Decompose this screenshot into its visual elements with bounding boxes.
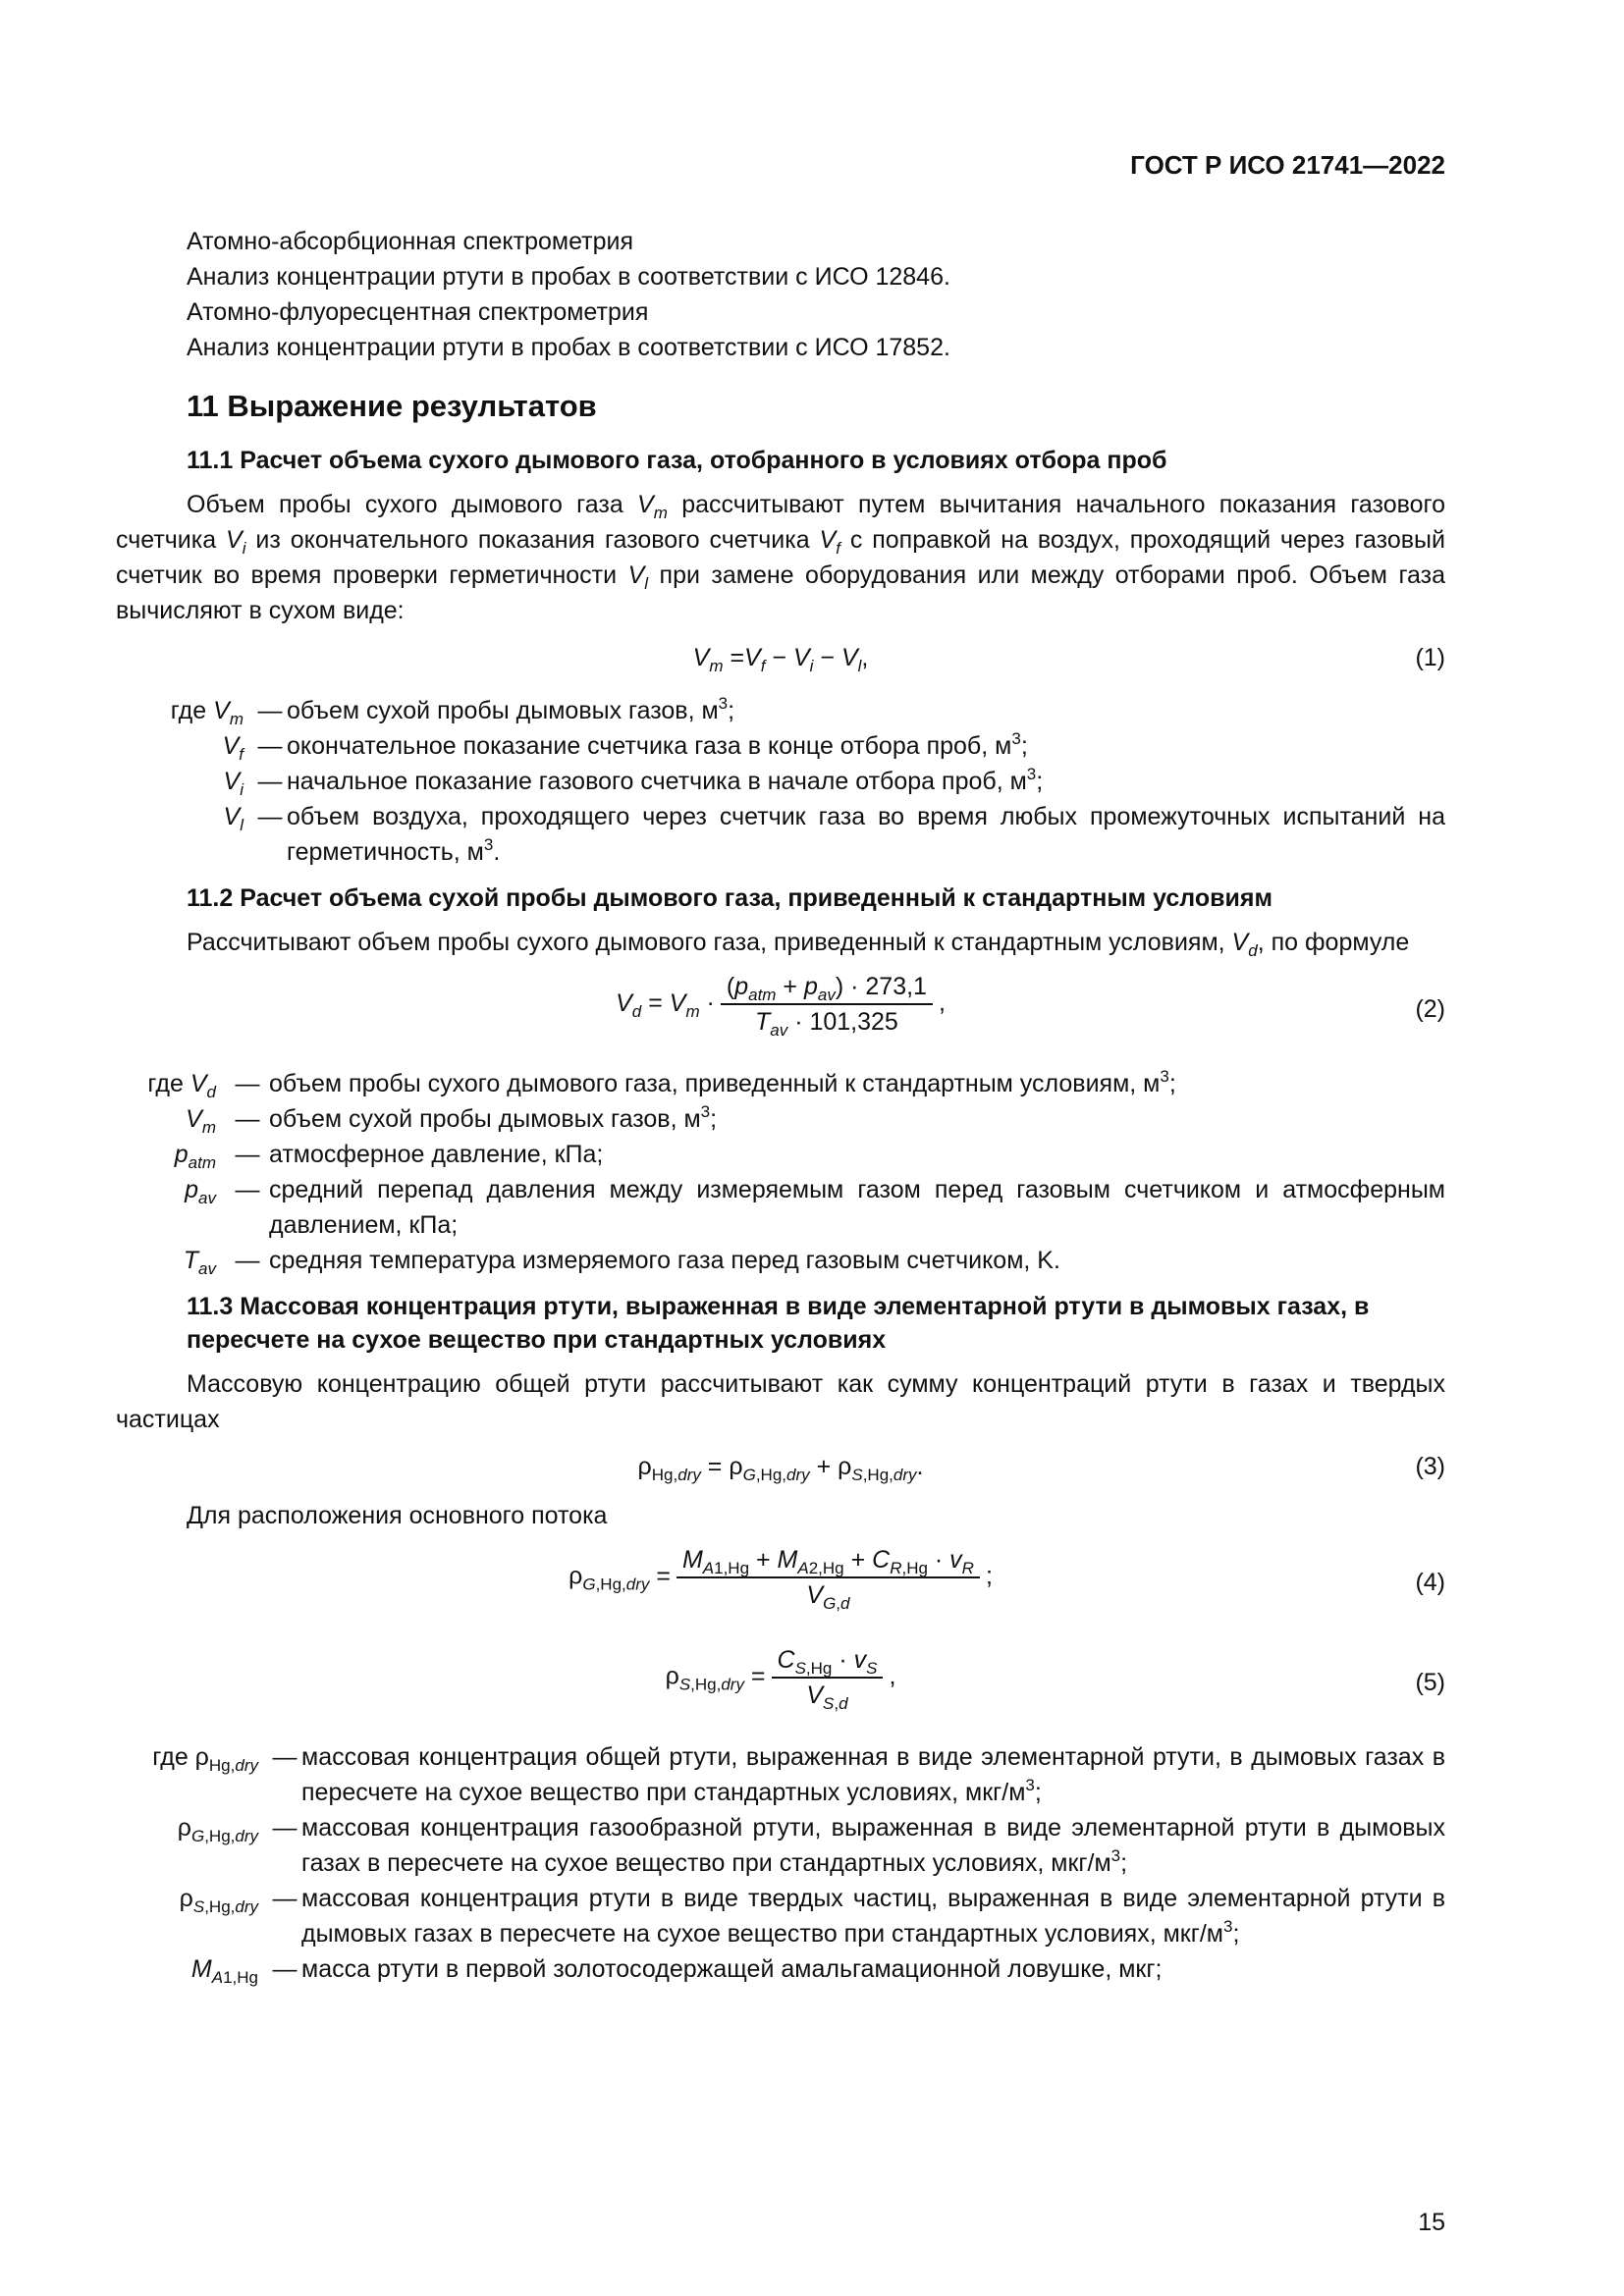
definitions-11-3 (116, 1739, 1445, 1987)
document-id-header: ГОСТ Р ИСО 21741—2022 (1130, 150, 1445, 180)
definition-text: объем пробы сухого дымового газа, приведенный к стандартным условиям, $м^3$; (269, 1067, 1176, 1097)
definitions-11-2 (116, 1066, 1445, 1278)
definition-text: масса ртути в первой золотосодержащей амальгамационной ловушке, мкг; (301, 1955, 1163, 1983)
formula-3-expression: $\rho_{Hg,dry} = \rho_{G,Hg,dry} + \rho_{S,Hg,dry}$. (637, 1453, 924, 1484)
definition-text: массовая концентрация газообразной ртути, выраженная в виде элементарной ртути в дымовых газах в пересчете на сухое вещество при стандартных условиях, мкг/$м^3$; (301, 1814, 1445, 1877)
definition-text: массовая концентрация общей ртути, выраженная в виде элементарной ртути, в дымовых газах в пересчете на сухое вещество при стандартных условиях, мкг/$м^3$; (301, 1743, 1445, 1806)
formula-4 (116, 1535, 1445, 1633)
intro-line-2: Анализ концентрации ртути в пробах в соответствии с ИСО 12846. (187, 263, 950, 291)
definition-term: $V_f$ (222, 732, 244, 764)
equation-number-5: (5) (1415, 1669, 1445, 1696)
definition-term: $V_i$ (223, 768, 244, 799)
definition-text: средний перепад давления между измеряемым газом перед газовым счетчиком и атмосферным давлением, кПа; (269, 1176, 1445, 1239)
definition-text: объем сухой пробы дымовых газов, $м^3$; (269, 1102, 718, 1133)
definition-text: массовая концентрация ртути в виде твердых частиц, выраженная в виде элементарной ртути в дымовых газах в пересчете на сухое вещество при стандартных условиях, мкг/$м^3$; (301, 1885, 1445, 1948)
definition-term: $\rho_{S,Hg,dry}$ (179, 1885, 258, 1916)
formula-5-expression: $\rho_{S,Hg,dry}$ = $\frac{C_{S,Hg} \cdot v_S}{V_{S,d}}$ , (665, 1646, 896, 1713)
definition-row: где $\rho_{Hg,dry}$ — массовая концентрация общей ртути, выраженная в виде элементарной ртути, в дымовых газах в пересчете на сухое вещество при стандартных условиях, мкг/$м^3$; (116, 1739, 1445, 1810)
definition-term: $p_{av}$ (185, 1176, 216, 1207)
intro-line-3: Атомно-флуоресцентная спектрометрия (187, 298, 649, 326)
equation-number-3: (3) (1415, 1453, 1445, 1480)
definition-term: $M_{A1,Hg}$ (190, 1955, 258, 1987)
formula-1-expression: $V_m =V_f - V_i - V_l$, (692, 644, 869, 675)
definition-row: $\rho_{S,Hg,dry}$ — массовая концентрация ртути в виде твердых частиц, выраженная в виде элементарной ртути в дымовых газах в пересчете на сухое вещество при стандартных условиях, мкг/$м^3$; (116, 1881, 1445, 1951)
definition-term: $p_{atm}$ (174, 1141, 216, 1172)
definition-term: где $V_m$ (170, 697, 244, 728)
section-title: 11 Выражение результатов (187, 389, 597, 423)
definition-term: где $V_d$ (147, 1070, 216, 1101)
definitions-11-1 (116, 693, 1445, 870)
definition-row: где $V_m$ — объем сухой пробы дымовых газов, $м^3$; (116, 693, 1445, 728)
main-flow-line: Для расположения основного потока (187, 1502, 608, 1529)
definition-text: объем сухой пробы дымовых газов, $м^3$; (287, 694, 735, 724)
definition-text: атмосферное давление, кПа; (269, 1141, 604, 1168)
formula-1 (116, 630, 1445, 687)
subsection-11-3-paragraph: Массовую концентрацию общей ртути рассчитывают как сумму концентраций ртути в газах и твердых частицах (116, 1370, 1445, 1433)
definition-term: $T_{av}$ (183, 1247, 216, 1278)
definition-row: $V_i$ — начальное показание газового счетчика в начале отбора проб, $м^3$; (116, 764, 1445, 799)
subsection-11-3-title: 11.3 Массовая концентрация ртути, выраженная в виде элементарной ртути в дымовых газах, в пересчете на сухое вещество при стандартных условиях (187, 1293, 1370, 1354)
definition-term: $V_l$ (223, 803, 244, 834)
subsection-11-1-paragraph: Объем пробы сухого дымового газа $V_m$ рассчитывают путем вычитания начального показания газового счетчика $V_i$ из окончательного показания газового счетчика $V_f$ с поправкой на воздух, проходящий через газовый счетчик во время проверки герметичности $V_l$ при замене оборудования или между отборами проб. Объем газа вычисляют в сухом виде: (116, 491, 1446, 624)
definition-text: окончательное показание счетчика газа в конце отбора проб, $м^3$; (287, 729, 1028, 760)
formula-2-expression: $V_d = V_m$ · $\frac{(p_{atm} + p_{av}) \cdot 273,1}{T_{av} \cdot 101,325}$ , (616, 973, 946, 1040)
definition-row: $V_l$ — объем воздуха, проходящего через счетчик газа во время любых промежуточных испытаний на герметичность, $м^3$. (116, 799, 1445, 870)
equation-number-1: (1) (1415, 644, 1445, 671)
definition-text: средняя температура измеряемого газа перед газовым счетчиком, K. (269, 1247, 1060, 1274)
intro-line-1: Атомно-абсорбционная спектрометрия (187, 228, 633, 255)
intro-line-4: Анализ концентрации ртути в пробах в соответствии с ИСО 17852. (187, 334, 950, 361)
definition-row: $p_{atm}$ — атмосферное давление, кПа; (116, 1137, 1445, 1172)
subsection-11-2-title: 11.2 Расчет объема сухой пробы дымового газа, приведенный к стандартным условиям (187, 884, 1272, 912)
definition-row: $M_{A1,Hg}$ — масса ртути в первой золотосодержащей амальгамационной ловушке, мкг; (116, 1951, 1445, 1987)
page-content (116, 224, 1445, 1995)
definition-row: где $V_d$ — объем пробы сухого дымового газа, приведенный к стандартным условиям, $м^3$; (116, 1066, 1445, 1101)
formula-3 (116, 1439, 1445, 1496)
definition-term: $\rho_{G,Hg,dry}$ (177, 1814, 258, 1845)
subsection-11-1-title: 11.1 Расчет объема сухого дымового газа, отобранного в условиях отбора проб (187, 447, 1167, 474)
definition-row: $V_m$ — объем сухой пробы дымовых газов, $м^3$; (116, 1101, 1445, 1137)
definition-text: начальное показание газового счетчика в начале отбора проб, $м^3$; (287, 765, 1044, 795)
subsection-11-2-paragraph: Рассчитывают объем пробы сухого дымового газа, приведенный к стандартным условиям, $V_d$, по формуле (187, 929, 1410, 960)
definition-row: $T_{av}$ — средняя температура измеряемого газа перед газовым счетчиком, K. (116, 1243, 1445, 1278)
definition-row: $V_f$ — окончательное показание счетчика газа в конце отбора проб, $м^3$; (116, 728, 1445, 764)
page-number: 15 (1418, 2209, 1445, 2236)
definition-term: где $\rho_{Hg,dry}$ (152, 1743, 258, 1775)
definition-text: объем воздуха, проходящего через счетчик газа во время любых промежуточных испытаний на герметичность, $м^3$. (287, 803, 1445, 866)
definition-row: $p_{av}$ — средний перепад давления между измеряемым газом перед газовым счетчиком и атмосферным давлением, кПа; (116, 1172, 1445, 1243)
formula-4-expression: $\rho_{G,Hg,dry}$ = $\frac{M_{A1,Hg} + M_{A2,Hg} + C_{R,Hg} \cdot v_R}{V_{G,d}}$ ; (568, 1546, 993, 1613)
formula-2 (116, 962, 1445, 1060)
definition-row: $\rho_{G,Hg,dry}$ — массовая концентрация газообразной ртути, выраженная в виде элементарной ртути в дымовых газах в пересчете на сухое вещество при стандартных условиях, мкг/$м^3$; (116, 1810, 1445, 1881)
equation-number-2: (2) (1415, 995, 1445, 1023)
definition-term: $V_m$ (186, 1105, 216, 1137)
equation-number-4: (4) (1415, 1569, 1445, 1596)
formula-5 (116, 1635, 1445, 1734)
